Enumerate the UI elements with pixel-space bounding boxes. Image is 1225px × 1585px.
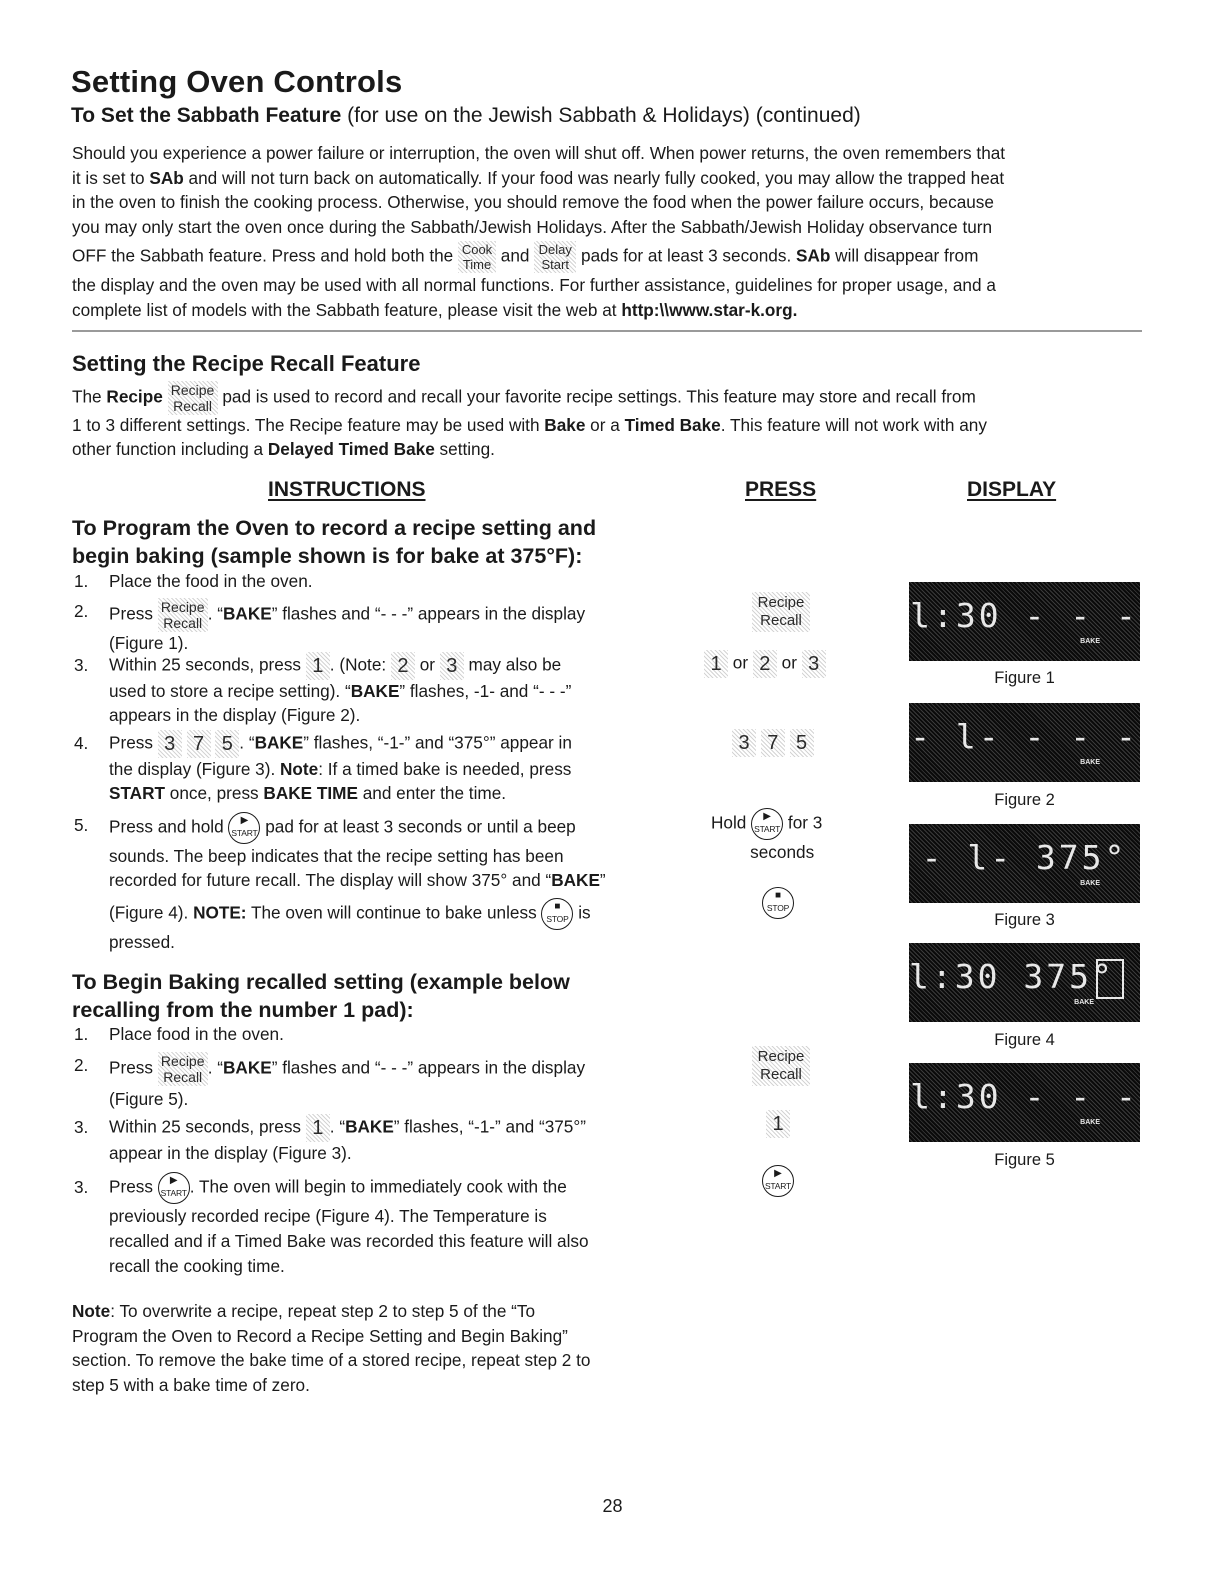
- stop-icon: ■: [774, 890, 782, 901]
- sabbath-paragraph: [72, 141, 1005, 322]
- sabbath-line: Should you experience a power failure or interruption, the oven will shut off. When power returns, the oven remembers that: [72, 143, 1006, 163]
- figure-caption: Figure 5: [994, 1151, 1055, 1169]
- display-figure-4: l:30 375° BAKE: [909, 943, 1140, 1022]
- recipe-intro: The Recipe Recipe Recall pad is used to record and recall your favorite recipe settings. This feature may store and recall from 1 to 3 different settings. The Recipe feature may be used with Bake or a Timed Bake. This feature will not work with any other function including a Delayed Timed Bake setting.: [72, 382, 987, 459]
- number-pad-3: 3: [440, 652, 464, 680]
- program-heading: To Program the Oven to record a recipe setting and begin baking (sample shown is for bake at 375°F):: [72, 516, 597, 568]
- column-press: PRESS: [745, 478, 817, 501]
- press-375: 3 7 5: [732, 729, 814, 757]
- begin-heading: To Begin Baking recalled setting (example below recalling from the number 1 pad):: [72, 970, 570, 1022]
- program-step-3: 3. Within 25 seconds, press 1 . (Note: 2 or 3 may also be used to store a recipe setting). “BAKE” flashes, -1- and “- - -” appears in the display (Figure 2).: [74, 652, 694, 724]
- play-icon: ▶: [763, 811, 771, 822]
- display-figure-1: l:30 - - - BAKE: [909, 582, 1140, 661]
- press-number-options: 1 or 2 or 3: [704, 650, 826, 678]
- column-instructions: INSTRUCTIONS: [268, 478, 426, 501]
- recipe-indicator-box: [1096, 959, 1124, 999]
- number-pad-5: 5: [215, 730, 239, 758]
- sabbath-heading: To Set the Sabbath Feature (for use on the Jewish Sabbath & Holidays) (continued): [71, 104, 861, 127]
- start-key: ▶ START: [158, 1172, 190, 1204]
- star-k-link[interactable]: http:\\www.star-k.org.: [621, 299, 798, 320]
- begin-step-3: 3. Within 25 seconds, press 1 . “BAKE” flashes, “-1-” and “375°” appear in the display (Figure 3).: [74, 1114, 694, 1164]
- begin-step-2: 2. Press Recipe Recall . “BAKE” flashes and “- - -” appears in the display (Figure 5).: [74, 1053, 586, 1109]
- press-recipe-recall-2: Recipe Recall: [752, 1046, 810, 1086]
- figure-caption: Figure 2: [994, 791, 1055, 809]
- press-start: ▶ START: [762, 1165, 794, 1197]
- sabbath-line: OFF the Sabbath feature. Press and hold both the Cook Time and Delay Start pads for at least 3 seconds. SAb will disappear from: [72, 242, 979, 272]
- display-figure-5: l:30 - - - BAKE: [909, 1063, 1140, 1142]
- figure-caption: Figure 4: [994, 1031, 1055, 1049]
- number-pad-7: 7: [187, 730, 211, 758]
- number-pad-1: 1: [306, 1114, 330, 1142]
- cook-time-pad: Cook Time: [458, 241, 496, 273]
- begin-step-1: 1. Place food in the oven.: [74, 1024, 284, 1044]
- stop-key: ■ STOP: [541, 898, 573, 930]
- figure-caption: Figure 1: [994, 669, 1055, 687]
- press-hold-start: Hold ▶ START for 3 seconds: [711, 808, 822, 864]
- begin-step-4: 3. Press ▶ START . The oven will begin to immediately cook with the previously recorded recipe (Figure 4). The Temperature is recalled and if a Timed Bake was recorded this feature will also recall the cooking time.: [74, 1172, 694, 1276]
- sabbath-line: you may only start the oven once during the Sabbath/Jewish Holidays. After the Sabbath/Jewish Holiday observance turn: [72, 216, 993, 237]
- sabbath-line: the display and the oven may be used with all normal functions. For further assistance, guidelines for proper usage, and a: [72, 275, 996, 295]
- overwrite-note: Note: To overwrite a recipe, repeat step 2 to step 5 of the “To Program the Oven to Record a Recipe Setting and Begin Baking” section. To remove the bake time of a stored recipe, repeat step 2 to step 5 with a bake time of zero.: [72, 1301, 591, 1395]
- stop-icon: ■: [554, 901, 561, 912]
- play-icon: ▶: [774, 1168, 782, 1179]
- number-pad-3: 3: [158, 730, 182, 758]
- recipe-recall-pad: Recipe Recall: [158, 598, 208, 632]
- start-key: ▶ START: [228, 812, 260, 844]
- display-figure-2: - l- - - - BAKE: [909, 703, 1140, 782]
- display-figure-3: - l- 375° BAKE: [909, 824, 1140, 903]
- press-recipe-recall: Recipe Recall: [752, 592, 810, 632]
- number-pad-1: 1: [306, 652, 330, 680]
- program-step-2: 2. Press Recipe Recall . “BAKE” flashes and “- - -” appears in the display (Figure 1).: [74, 599, 586, 653]
- sabbath-line: complete list of models with the Sabbath feature, please visit the web at http:\\www.star-k.org.: [72, 299, 798, 320]
- play-icon: ▶: [240, 815, 249, 826]
- recipe-recall-pad: Recipe Recall: [168, 381, 218, 415]
- page-title: Setting Oven Controls: [71, 64, 403, 99]
- delay-start-pad: Delay Start: [534, 241, 576, 273]
- number-pad-2: 2: [391, 652, 415, 680]
- press-number-1: 1: [766, 1110, 790, 1138]
- play-icon: ▶: [169, 1175, 178, 1186]
- program-step-4: 4. Press 3 7 5 . “BAKE” flashes, “-1-” and “375°” appear in the display (Figure 3). Note: If a timed bake is needed, press START once, press BAKE TIME and enter the time.: [74, 730, 694, 802]
- recipe-recall-pad: Recipe Recall: [158, 1052, 208, 1086]
- column-display: DISPLAY: [967, 478, 1057, 501]
- figure-caption: Figure 3: [994, 911, 1055, 929]
- program-step-5: 5. Press and hold ▶ START pad for at least 3 seconds or until a beep sounds. The beep indicates that the recipe setting has been recorded for future recall. The display will show 375° and “BAKE” (Figure 4). NOTE: The oven will continue to bake unless ■ STOP is pressed.: [74, 812, 694, 944]
- press-stop: ■ STOP: [762, 887, 794, 919]
- section-divider: [72, 330, 1142, 332]
- sabbath-line: in the oven to finish the cooking process. Otherwise, you should remove the food when the power failure occurs, because: [72, 192, 994, 212]
- program-step-1: 1. Place the food in the oven.: [74, 571, 313, 591]
- recipe-heading: Setting the Recipe Recall Feature: [72, 351, 421, 376]
- sabbath-line: it is set to SAb and will not turn back on automatically. If your food was nearly fully cooked, you may allow the trapped heat: [72, 167, 1005, 188]
- page-number: 28: [602, 1496, 623, 1516]
